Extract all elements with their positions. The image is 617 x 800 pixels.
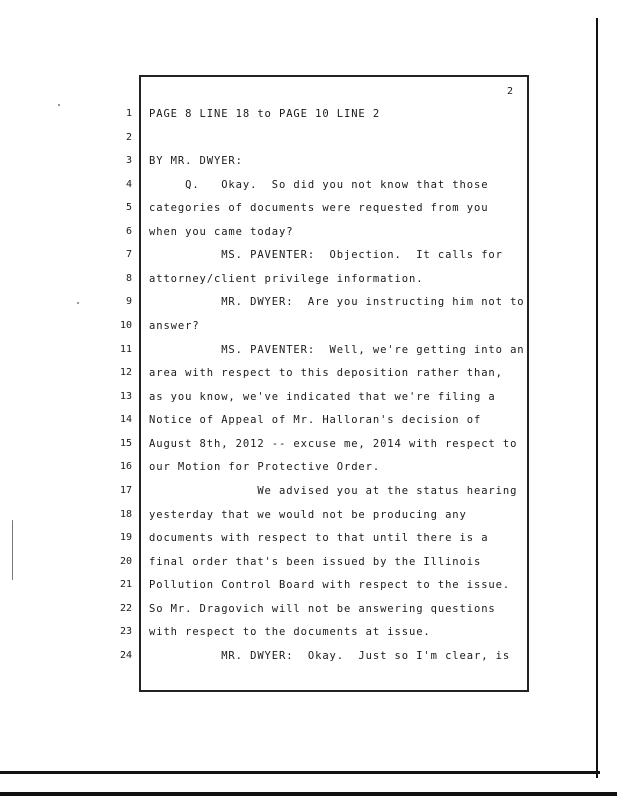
- line-text: Q. Okay. So did you not know that those: [149, 178, 489, 191]
- transcript-line: [0, 530, 600, 546]
- transcript-line: [0, 648, 600, 664]
- line-number: 8: [125, 272, 132, 284]
- line-number: 5: [125, 202, 132, 214]
- line-text: PAGE 8 LINE 18 to PAGE 10 LINE 2: [149, 108, 381, 120]
- line-text: August 8th, 2012 -- excuse me, 2014 with respect to: [149, 437, 518, 450]
- line-text: with respect to the documents at issue.: [149, 626, 431, 639]
- line-text: documents with respect to that until there is a: [149, 532, 489, 545]
- line-number: 1: [125, 108, 132, 119]
- line-number: 24: [119, 649, 132, 661]
- line-number: 22: [119, 602, 132, 614]
- line-number: 17: [119, 484, 132, 496]
- transcript-line: [0, 177, 600, 193]
- line-number: 3: [125, 155, 132, 167]
- line-number: 12: [119, 367, 132, 379]
- line-text: as you know, we've indicated that we're filing a: [149, 390, 496, 403]
- transcript-line: [0, 200, 600, 216]
- transcript-line: [0, 412, 600, 428]
- line-text: BY MR. DWYER:: [149, 155, 243, 168]
- line-text: our Motion for Protective Order.: [149, 461, 381, 474]
- transcript-line: [0, 389, 600, 405]
- transcript-line: [0, 554, 600, 570]
- transcript-line: [0, 365, 600, 381]
- transcript-line: [0, 436, 600, 452]
- scan-edge-bottom: [0, 771, 600, 774]
- line-number: 7: [125, 249, 132, 261]
- transcript-line: [0, 247, 600, 263]
- line-text: Pollution Control Board with respect to the issue.: [149, 579, 511, 592]
- scan-edge-bottom-outer: [0, 792, 617, 796]
- line-number: 4: [125, 178, 132, 190]
- line-number: 11: [119, 343, 132, 355]
- transcript-line: [0, 224, 600, 240]
- line-text: attorney/client privilege information.: [149, 272, 424, 285]
- transcript-line: [0, 271, 600, 287]
- transcript-line: [0, 130, 600, 146]
- transcript-line: [0, 294, 600, 310]
- line-text: MS. PAVENTER: Well, we're getting into an: [149, 343, 525, 356]
- line-number: 2: [125, 131, 132, 143]
- line-text: Notice of Appeal of Mr. Halloran's decision of: [149, 414, 482, 427]
- line-number: 13: [119, 390, 132, 402]
- transcript-line: [0, 318, 600, 334]
- transcript-line: [0, 342, 600, 358]
- transcript-line: [0, 624, 600, 640]
- line-number: 20: [119, 555, 132, 567]
- line-text: We advised you at the status hearing: [149, 484, 518, 497]
- line-text: answer?: [149, 320, 200, 333]
- transcript-line: [0, 153, 600, 169]
- line-text: yesterday that we would not be producing any: [149, 508, 467, 521]
- line-number: 19: [119, 532, 132, 544]
- transcript-line: [0, 507, 600, 523]
- line-text: MR. DWYER: Are you instructing him not to: [149, 296, 525, 309]
- line-number: 9: [125, 296, 132, 308]
- line-text: when you came today?: [149, 225, 294, 238]
- line-number: 14: [119, 414, 132, 426]
- line-number: 23: [119, 626, 132, 638]
- line-text: final order that's been issued by the Illinois: [149, 555, 482, 568]
- page-number: 2: [507, 86, 514, 97]
- line-text: MS. PAVENTER: Objection. It calls for: [149, 249, 503, 262]
- scan-speck: [12, 520, 13, 580]
- line-text: area with respect to this deposition rather than,: [149, 367, 503, 380]
- line-number: 16: [119, 461, 132, 473]
- line-number: 18: [119, 508, 132, 520]
- line-text: MR. DWYER: Okay. Just so I'm clear, is: [149, 649, 511, 662]
- transcript-line: [0, 601, 600, 617]
- transcript-line: [0, 577, 600, 593]
- line-number: 15: [119, 437, 132, 449]
- transcript-line: [0, 459, 600, 475]
- line-text: categories of documents were requested from you: [149, 202, 489, 215]
- line-text: So Mr. Dragovich will not be answering questions: [149, 602, 496, 615]
- transcript-line: [0, 106, 600, 122]
- line-number: 10: [119, 320, 132, 332]
- transcript-line: [0, 483, 600, 499]
- line-number: 21: [119, 579, 132, 591]
- line-number: 6: [125, 225, 132, 237]
